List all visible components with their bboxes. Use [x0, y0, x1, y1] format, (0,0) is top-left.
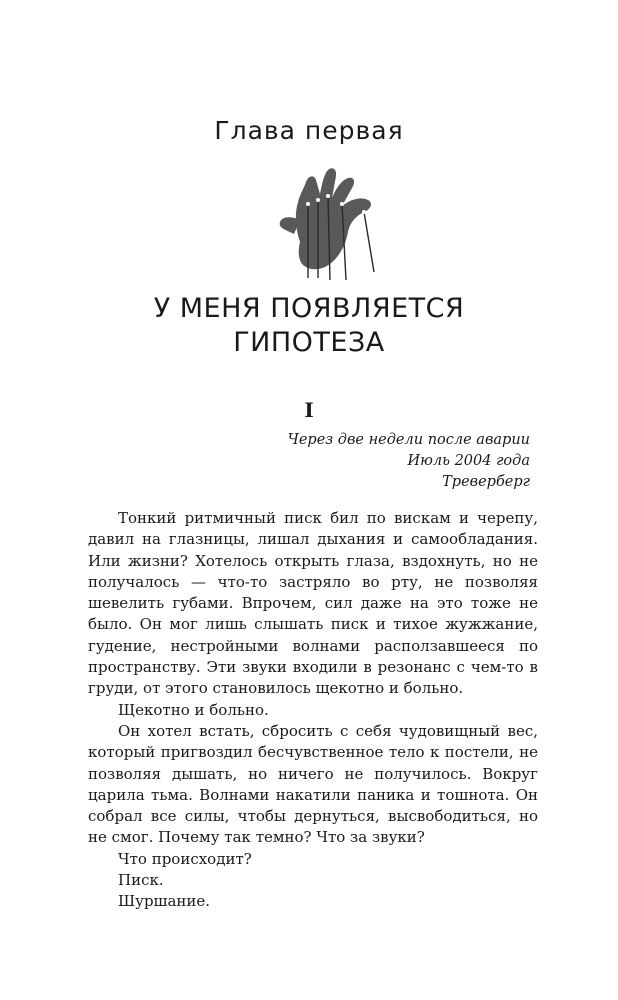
- chapter-title-line: ГИПОТЕЗА: [233, 327, 385, 358]
- paragraph: Писк.: [118, 871, 164, 890]
- body-text: [88, 508, 538, 913]
- chapter-title-line: У МЕНЯ ПОЯВЛЯЕТСЯ: [153, 293, 465, 324]
- paragraph: Он хотел встать, сбросить с себя чудовищный вес, который пригвоздил бесчувственное тело к постели, не позволяя дышать, но ничего не получилось. Вокруг царила тьма. Волнами накатили паника и тошнота. Он собрал все силы, чтобы дернуться, высвободиться, но не смог. Почему так темно? Что за звуки?: [88, 721, 538, 847]
- paragraph: Щекотно и больно.: [118, 700, 269, 719]
- chapter-title: [0, 292, 618, 360]
- epigraph: [288, 430, 530, 493]
- paragraph: Шуршание.: [118, 892, 211, 911]
- paragraph: Что происходит?: [118, 849, 252, 868]
- section-number: I: [304, 398, 314, 422]
- epigraph-line: Июль 2004 года: [407, 453, 530, 469]
- puppet-hand-icon: [270, 160, 410, 280]
- paragraph: Тонкий ритмичный писк бил по вискам и черепу, давил на глазницы, лишал дыхания и самообладания. Или жизни? Хотелось открыть глаза, вздохнуть, но не получалось — что-то застряло во рту, не позволяя шевелить губами. Впрочем, сил даже на это тоже не было. Он мог лишь слышать писк и тихое жужжание, гудение, нестройными волнами расползавшееся по пространству. Эти звуки входили в резонанс с чем-то в груди, от этого становилось щекотно и больно.: [88, 509, 538, 698]
- epigraph-line: Через две недели после аварии: [287, 432, 530, 448]
- chapter-label: Глава первая: [214, 116, 404, 145]
- epigraph-line: Треверберг: [442, 474, 530, 490]
